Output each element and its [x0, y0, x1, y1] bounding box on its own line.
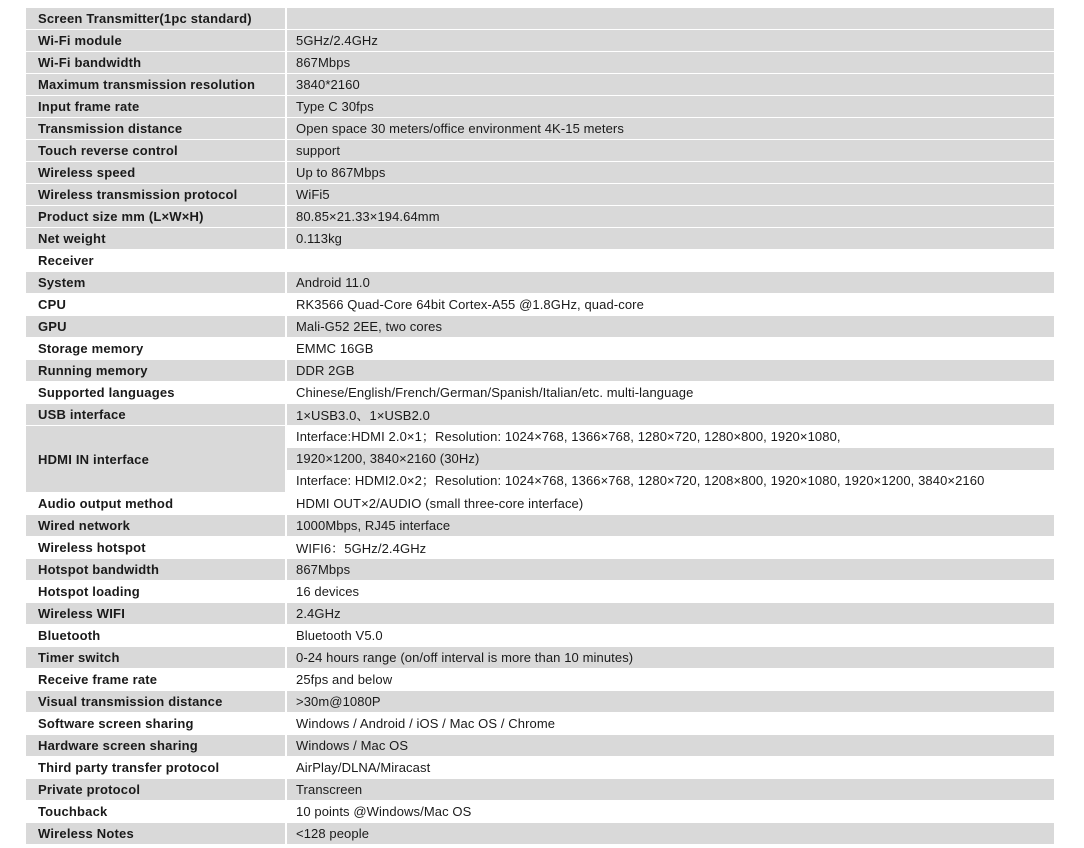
- table-row: [26, 404, 1054, 426]
- table-row: [26, 669, 1054, 691]
- spec-value: <128 people: [286, 823, 1054, 845]
- spec-label: Visual transmission distance: [26, 691, 286, 713]
- spec-label: Private protocol: [26, 779, 286, 801]
- table-row: [26, 426, 1054, 493]
- hdmi-line-1: Interface:HDMI 2.0×1；Resolution: 1024×768, 1366×768, 1280×720, 1280×800, 1920×1080,: [287, 426, 1054, 448]
- spec-label: Wireless WIFI: [26, 603, 286, 625]
- table-row: [26, 8, 1054, 30]
- spec-label: Maximum transmission resolution: [26, 74, 286, 96]
- table-row: [26, 272, 1054, 294]
- spec-value: 1000Mbps, RJ45 interface: [286, 515, 1054, 537]
- spec-value: HDMI OUT×2/AUDIO (small three-core interface): [286, 493, 1054, 515]
- spec-value: [286, 8, 1054, 30]
- spec-value: Up to 867Mbps: [286, 162, 1054, 184]
- spec-label: Input frame rate: [26, 96, 286, 118]
- table-row: [26, 735, 1054, 757]
- spec-value: Windows / Mac OS: [286, 735, 1054, 757]
- table-row: [26, 647, 1054, 669]
- table-row: [26, 757, 1054, 779]
- spec-label: Screen Transmitter(1pc standard): [26, 8, 286, 30]
- spec-table: [26, 8, 1054, 845]
- spec-value: WIFI6：5GHz/2.4GHz: [286, 537, 1054, 559]
- spec-value: 25fps and below: [286, 669, 1054, 691]
- spec-value-multiline: [286, 426, 1054, 493]
- table-row: [26, 537, 1054, 559]
- table-row: [26, 559, 1054, 581]
- table-row: [26, 184, 1054, 206]
- table-row: [26, 382, 1054, 404]
- table-row: [26, 140, 1054, 162]
- table-row: [26, 625, 1054, 647]
- spec-value: 867Mbps: [286, 52, 1054, 74]
- table-row: [26, 603, 1054, 625]
- table-row: [26, 801, 1054, 823]
- spec-label: Touch reverse control: [26, 140, 286, 162]
- spec-value: 10 points @Windows/Mac OS: [286, 801, 1054, 823]
- hdmi-line-2: 1920×1200, 3840×2160 (30Hz): [287, 448, 1054, 470]
- spec-label: Net weight: [26, 228, 286, 250]
- table-row: [26, 691, 1054, 713]
- spec-value: 3840*2160: [286, 74, 1054, 96]
- spec-label: Hotspot bandwidth: [26, 559, 286, 581]
- spec-label: System: [26, 272, 286, 294]
- spec-value: support: [286, 140, 1054, 162]
- table-row: [26, 779, 1054, 801]
- spec-label: Product size mm (L×W×H): [26, 206, 286, 228]
- spec-label: Wi-Fi bandwidth: [26, 52, 286, 74]
- hdmi-line-3: Interface: HDMI2.0×2；Resolution: 1024×768, 1366×768, 1280×720, 1208×800, 1920×1080, 1920×1200, 3840×2160: [287, 470, 1054, 492]
- spec-value: Chinese/English/French/German/Spanish/Italian/etc. multi-language: [286, 382, 1054, 404]
- spec-label: Wireless hotspot: [26, 537, 286, 559]
- spec-value: RK3566 Quad-Core 64bit Cortex-A55 @1.8GHz, quad-core: [286, 294, 1054, 316]
- spec-value: Transcreen: [286, 779, 1054, 801]
- spec-label: Wireless Notes: [26, 823, 286, 845]
- spec-value: Windows / Android / iOS / Mac OS / Chrome: [286, 713, 1054, 735]
- spec-label: USB interface: [26, 404, 286, 426]
- table-row: [26, 581, 1054, 603]
- spec-value: Bluetooth V5.0: [286, 625, 1054, 647]
- table-row: [26, 96, 1054, 118]
- spec-label: Wired network: [26, 515, 286, 537]
- section-heading: Receiver: [26, 250, 286, 272]
- spec-value: 1×USB3.0、1×USB2.0: [286, 404, 1054, 426]
- spec-label: Touchback: [26, 801, 286, 823]
- spec-value: 5GHz/2.4GHz: [286, 30, 1054, 52]
- table-row: [26, 713, 1054, 735]
- spec-label: Wi-Fi module: [26, 30, 286, 52]
- spec-label: GPU: [26, 316, 286, 338]
- spec-value: 2.4GHz: [286, 603, 1054, 625]
- table-row: [26, 74, 1054, 96]
- table-row: [26, 52, 1054, 74]
- spec-label: CPU: [26, 294, 286, 316]
- spec-value: 16 devices: [286, 581, 1054, 603]
- table-row: [26, 316, 1054, 338]
- table-row: [26, 228, 1054, 250]
- table-row: [26, 162, 1054, 184]
- spec-label: Supported languages: [26, 382, 286, 404]
- table-row: [26, 515, 1054, 537]
- spec-value: EMMC 16GB: [286, 338, 1054, 360]
- table-row: [26, 823, 1054, 845]
- spec-label: Software screen sharing: [26, 713, 286, 735]
- spec-label: Third party transfer protocol: [26, 757, 286, 779]
- table-row: [26, 250, 1054, 272]
- table-row: [26, 294, 1054, 316]
- spec-label: Hardware screen sharing: [26, 735, 286, 757]
- spec-value: 867Mbps: [286, 559, 1054, 581]
- spec-label: Wireless speed: [26, 162, 286, 184]
- spec-label: Bluetooth: [26, 625, 286, 647]
- spec-label: Wireless transmission protocol: [26, 184, 286, 206]
- table-row: [26, 30, 1054, 52]
- table-row: [26, 206, 1054, 228]
- table-row: [26, 493, 1054, 515]
- spec-label: Hotspot loading: [26, 581, 286, 603]
- spec-label: Transmission distance: [26, 118, 286, 140]
- spec-value: Mali-G52 2EE, two cores: [286, 316, 1054, 338]
- spec-value: WiFi5: [286, 184, 1054, 206]
- spec-value: AirPlay/DLNA/Miracast: [286, 757, 1054, 779]
- table-row: [26, 360, 1054, 382]
- spec-label: Receive frame rate: [26, 669, 286, 691]
- spec-label: Timer switch: [26, 647, 286, 669]
- spec-label: Running memory: [26, 360, 286, 382]
- spec-value: >30m@1080P: [286, 691, 1054, 713]
- spec-value: Type C 30fps: [286, 96, 1054, 118]
- spec-label: Audio output method: [26, 493, 286, 515]
- spec-value: 80.85×21.33×194.64mm: [286, 206, 1054, 228]
- spec-value: Open space 30 meters/office environment 4K-15 meters: [286, 118, 1054, 140]
- table-row: [26, 118, 1054, 140]
- spec-value: 0.113kg: [286, 228, 1054, 250]
- spec-value: Android 11.0: [286, 272, 1054, 294]
- spec-value: DDR 2GB: [286, 360, 1054, 382]
- spec-label: Storage memory: [26, 338, 286, 360]
- spec-value: [286, 250, 1054, 272]
- table-row: [26, 338, 1054, 360]
- spec-label: HDMI IN interface: [26, 426, 286, 493]
- spec-value: 0-24 hours range (on/off interval is more than 10 minutes): [286, 647, 1054, 669]
